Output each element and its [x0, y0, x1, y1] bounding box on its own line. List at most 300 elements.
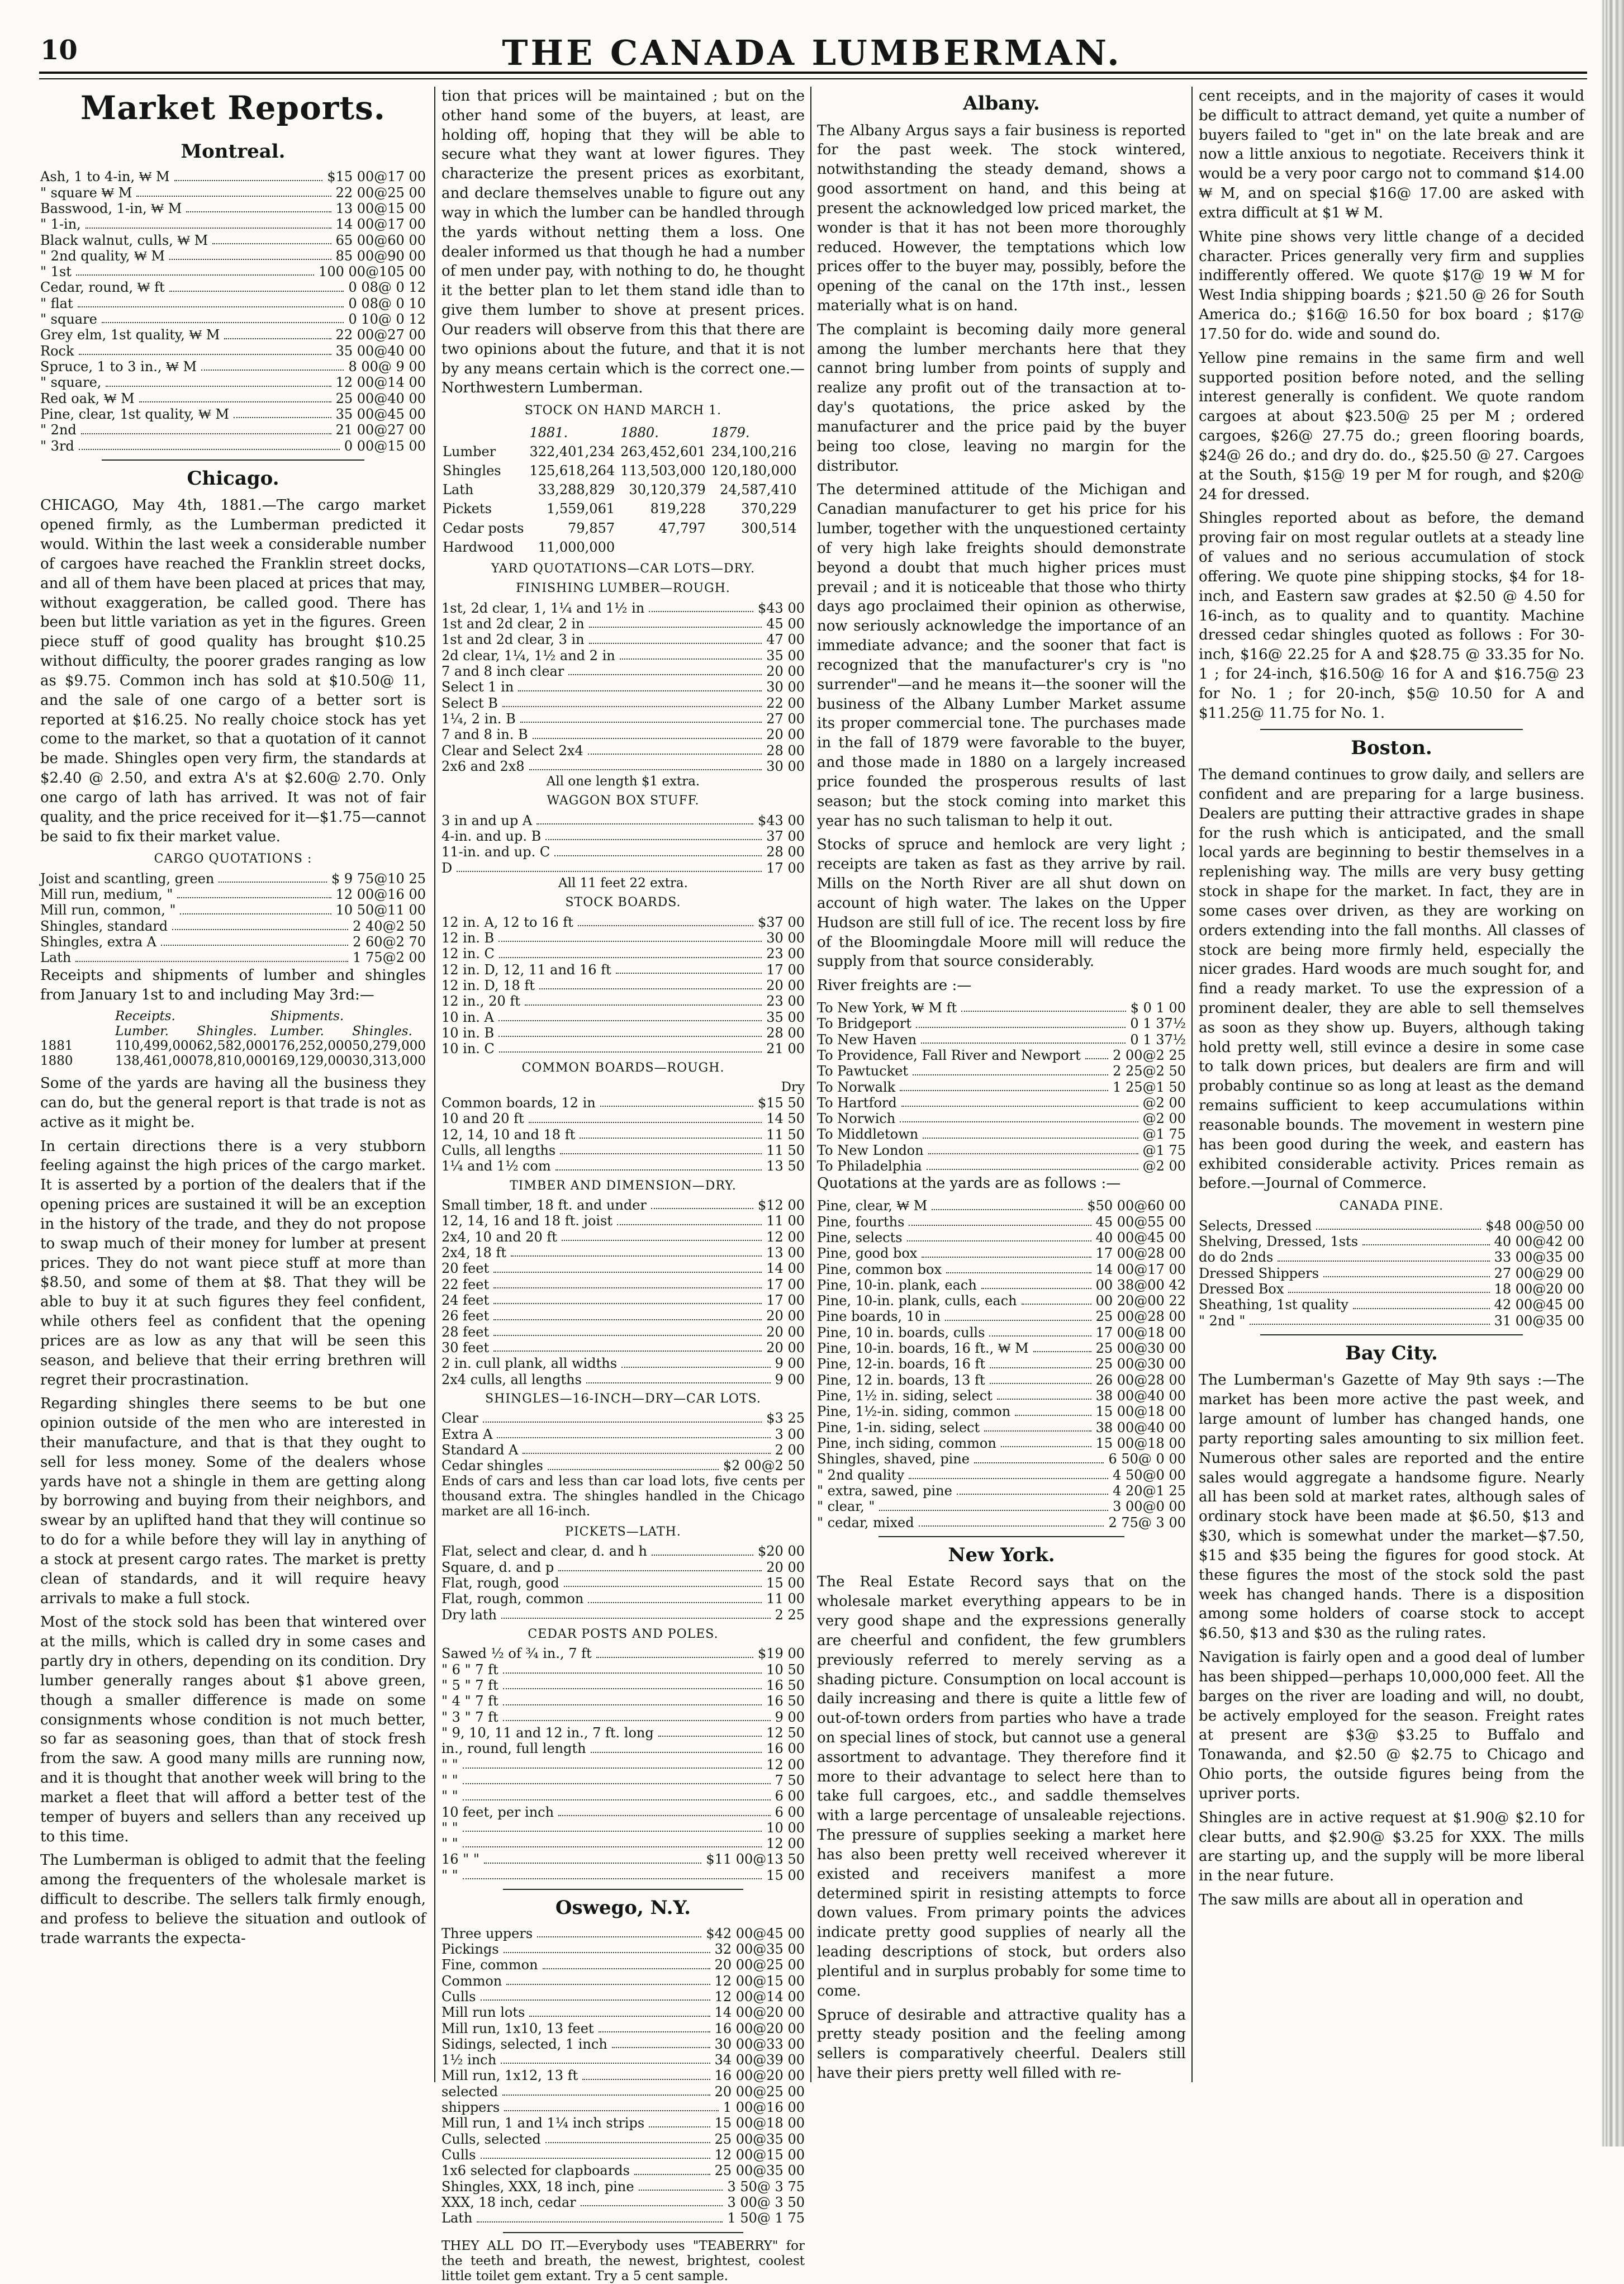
price-label: " extra, sawed, pine [817, 1482, 952, 1499]
price-value: 16 50 [766, 1678, 805, 1694]
price-value: 30 00 [766, 679, 805, 695]
price-value: 17 00 [766, 1292, 805, 1308]
stock-value-cell: 33,288,829 [538, 482, 615, 498]
section-divider [1260, 729, 1523, 730]
stock-label-cell: Pickets [443, 501, 492, 517]
price-value: 1 50@ 1 75 [727, 2210, 805, 2226]
receipts-value-cell: 1880 [40, 1053, 73, 1068]
leader-dots [102, 307, 344, 323]
leader-dots [564, 1571, 762, 1587]
stock-value-cell: 79,857 [568, 520, 615, 536]
price-row [441, 2163, 805, 2178]
stock-label-cell: Cedar posts [443, 520, 524, 536]
price-value: 14 00 [766, 1261, 805, 1277]
price-value: 12 00@14 00 [335, 375, 426, 391]
leader-dots [586, 1368, 771, 1383]
price-value: 3 00@ 3 50 [727, 2194, 805, 2210]
leader-dots [560, 1139, 762, 1154]
chicago-paragraph: Some of the yards are having all the business they can do, but the general report is that trade is not as active as it might be. [40, 1075, 426, 1131]
albany-yard-quotations [817, 1198, 1186, 1530]
price-label: 2x4, 18 ft [441, 1245, 507, 1261]
leader-dots [81, 418, 331, 434]
price-value: 12 00 [766, 1836, 805, 1852]
price-label: Cedar shingles [441, 1458, 543, 1474]
price-value: 13 50 [766, 1158, 805, 1174]
chicago-title: Chicago. [187, 467, 279, 490]
price-value: 4 50@0 00 [1113, 1467, 1186, 1483]
price-label: Pine, fourths [817, 1214, 905, 1230]
stock-value-cell: 125,618,264 [529, 463, 615, 479]
leader-dots [578, 911, 753, 926]
price-label: selected [441, 2083, 498, 2100]
price-value: 17 00@18 00 [1095, 1324, 1186, 1340]
price-value: 6 00 [775, 1804, 805, 1820]
price-label: Pine, 10-in. plank, culls, each [817, 1293, 1017, 1309]
price-value: 8 00@ 9 00 [348, 359, 426, 375]
price-value: 28 00 [766, 1025, 805, 1041]
price-value: 17 00 [766, 1276, 805, 1292]
leader-dots [177, 883, 331, 898]
leader-dots [169, 244, 331, 260]
albany-paragraph: The complaint is becoming daily more general among the lumber merchants here that they cannot bring lumber from points of supply and realize any profit out of the transaction at to-day's quotations, the price asked by the manufacturer and the price paid by the buyer being too close, leaving no margin for the distributor. [817, 321, 1186, 475]
price-label: To Hartford [817, 1094, 897, 1111]
leader-dots [901, 1091, 1138, 1107]
price-label: 2x4 culls, all lengths [441, 1371, 582, 1387]
price-label: " " [441, 1756, 458, 1773]
price-label: Sidings, selected, 1 inch [441, 2036, 607, 2052]
price-value: $43 00 [758, 812, 805, 828]
albany-title: Albany. [963, 92, 1040, 115]
price-label: Flat, rough, good [441, 1575, 559, 1591]
price-label: 7 and 8 inch clear [441, 664, 564, 679]
price-value: 13 00 [766, 1245, 805, 1261]
price-label: " 2nd quality, ₩ M [40, 248, 165, 264]
price-row [441, 1041, 805, 1056]
bay-city-paragraph: Navigation is fairly open and a good deal of lumber has been shipped—perhaps 10,000,000 feet. All the barges on the river are loading and will, no doubt, be actively employed for the season. Freight rates at present are $3@ $3.25 to Buffalo and Tonawanda, and $2.50 @ $2.75 to Chicago and Ohio ports, the outside figures being from the upriver ports. [1199, 1649, 1584, 1802]
leader-dots [463, 1864, 762, 1879]
price-label: Pickings [441, 1941, 499, 1957]
price-label: Mill run, 1x12, 13 ft [441, 2068, 578, 2084]
cedar-posts-list [441, 1646, 805, 1883]
price-label: Culls, all lengths [441, 1142, 556, 1158]
leader-dots [562, 1225, 762, 1241]
leader-dots [548, 1454, 719, 1470]
price-label: 1x6 selected for clapboards [441, 2163, 630, 2179]
leader-dots [932, 1194, 1082, 1210]
price-value: 38 00@40 00 [1095, 1388, 1186, 1404]
leader-dots [212, 229, 331, 244]
leader-dots [79, 434, 340, 450]
bay-city-paragraph: The saw mills are about all in operation and [1199, 1892, 1523, 1908]
price-label: shippers [441, 2100, 500, 2116]
leader-dots [463, 1784, 771, 1800]
river-freights-list [817, 1000, 1186, 1174]
price-label: 11-in. and up. C [441, 844, 550, 860]
price-value: @2 00 [1142, 1094, 1186, 1111]
price-value: 10 00 [766, 1819, 805, 1836]
price-label: " square ₩ M [40, 184, 132, 201]
leader-dots [990, 1368, 1091, 1384]
receipts-heading-cell: Shipments. [270, 1009, 344, 1024]
price-label: " 6 " 7 ft [441, 1661, 498, 1678]
leader-dots [483, 1406, 762, 1422]
price-label: Standard A [441, 1442, 519, 1458]
leader-dots [463, 1769, 771, 1784]
price-label: Shelving, Dressed, 1sts [1199, 1234, 1359, 1250]
receipts-value-cell: 138,461,000 [115, 1053, 197, 1068]
finishing-lumber-title: FINISHING LUMBER—ROUGH. [516, 581, 730, 596]
price-value: 38 00@40 00 [1095, 1419, 1186, 1435]
price-label: Pine, 12 in. boards, 13 ft [817, 1372, 985, 1388]
price-label: Mill run, 1x10, 13 feet [441, 2020, 594, 2036]
canada-pine-list [1199, 1218, 1584, 1329]
leader-dots [612, 2032, 710, 2048]
price-row [441, 2147, 805, 2163]
price-label: Square, d. and p [441, 1559, 554, 1575]
leader-dots [957, 1479, 1108, 1495]
stock-label-cell: Hardwood [443, 539, 514, 555]
section-divider [1260, 1334, 1523, 1335]
stock-value-cell: 300,514 [741, 520, 797, 536]
price-label: " 1-in, [40, 216, 81, 233]
price-label: Pine, 1-in. siding, select [817, 1419, 980, 1435]
price-row [441, 1607, 805, 1623]
leader-dots [589, 628, 762, 643]
leader-dots [545, 824, 762, 840]
price-value: 9 00 [775, 1709, 805, 1725]
price-row [1199, 1313, 1584, 1329]
section-divider [102, 459, 364, 461]
leader-dots [1288, 1277, 1489, 1293]
leader-dots [981, 1273, 1091, 1289]
stock-value-cell: 322,401,234 [529, 443, 615, 459]
leader-dots [922, 1241, 1091, 1257]
price-value: 15 00@18 00 [1095, 1435, 1186, 1451]
price-label: 28 feet [441, 1324, 490, 1340]
leader-dots [554, 840, 762, 856]
leader-dots [219, 867, 327, 883]
leader-dots [558, 1556, 762, 1571]
price-value: $ 9 75@10 25 [331, 870, 426, 887]
price-label: To New London [817, 1142, 924, 1158]
price-label: 2x4, 10 and 20 ft [441, 1229, 557, 1245]
wagon-box-list [441, 813, 805, 876]
leader-dots [498, 1021, 762, 1037]
stock-boards-list [441, 914, 805, 1057]
chicago-yard-column [441, 87, 805, 2283]
price-value: @1 75 [1142, 1126, 1186, 1143]
price-value: @2 00 [1142, 1158, 1186, 1174]
stock-value-cell: 263,452,601 [620, 443, 706, 459]
price-value: 17 00 [766, 961, 805, 978]
leader-dots [139, 387, 331, 402]
leader-dots [558, 1800, 771, 1816]
price-value: 31 00@35 00 [1494, 1312, 1584, 1329]
price-label: Shingles, XXX, 18 inch, pine [441, 2178, 634, 2195]
price-row [441, 1158, 805, 1174]
price-value: 11 00 [766, 1591, 805, 1607]
price-label: " " [441, 1788, 458, 1804]
price-value: 17 00 [766, 860, 805, 876]
leader-dots [529, 755, 762, 770]
price-value: 7 50 [775, 1772, 805, 1788]
leader-dots [555, 1154, 762, 1170]
leader-dots [1085, 1044, 1108, 1059]
price-value: 16 50 [766, 1693, 805, 1709]
price-label: Mill run, common, " [40, 902, 176, 918]
stock-value-cell: 30,120,379 [629, 482, 706, 498]
price-label: " 3 " 7 ft [441, 1709, 498, 1725]
leader-dots [493, 1257, 762, 1272]
leader-dots [658, 1721, 762, 1737]
price-value: 4 20@1 25 [1113, 1482, 1186, 1499]
price-label: Select 1 in [441, 679, 514, 695]
leader-dots [533, 723, 762, 738]
leader-dots [537, 1922, 701, 1937]
price-label: 26 feet [441, 1308, 490, 1324]
price-label: " cedar, mixed [817, 1514, 914, 1530]
leader-dots [974, 1447, 1104, 1463]
price-label: Flat, rough, common [441, 1591, 584, 1607]
leader-dots [581, 2191, 723, 2206]
price-value: 15 00 [766, 1575, 805, 1591]
price-value: 13 00@15 00 [335, 200, 426, 216]
price-value: 23 00 [766, 946, 805, 962]
leader-dots [506, 1969, 710, 1985]
quotations-intro: Quotations at the yards are as follows :— [817, 1175, 1121, 1192]
price-label: Basswood, 1-in, ₩ M [40, 200, 182, 216]
price-value: 14 00@17 00 [335, 216, 426, 233]
price-value: 20 00 [766, 1324, 805, 1340]
price-value: 2 25@2 50 [1113, 1063, 1186, 1079]
price-label: Grey elm, 1st quality, ₩ M [40, 327, 220, 343]
price-label: do do 2nds [1199, 1249, 1274, 1266]
price-label: 12, 14, 10 and 18 ft [441, 1126, 576, 1143]
price-label: 16 " " [441, 1851, 479, 1868]
price-value: 25 00@35 00 [714, 2131, 805, 2147]
timber-title: TIMBER AND DIMENSION—DRY. [510, 1178, 737, 1193]
price-row [817, 1325, 1186, 1340]
leader-dots [493, 1273, 762, 1288]
leader-dots [596, 1642, 753, 1657]
price-value: $50 00@60 00 [1087, 1198, 1186, 1214]
chicago-paragraph: Regarding shingles there seems to be but one opinion outside of the men who are interested in their manufacture, and that is that they ought to sell for less money. Some of the dealers whose yards have not a shingle in them are getting along by borrowing and buying from their neighbors, and swear by an uplifted hand that they will continue so to do for a while before they will lay in anything of a stock at present cargo rates. The market is pretty clean of standards, and it will require heavy arrivals to make a full stock. [40, 1395, 426, 1607]
leader-dots [927, 1154, 1138, 1170]
price-label: To Bridgeport [817, 1016, 911, 1032]
price-value: 12 00@14 00 [714, 1988, 805, 2005]
stock-value-cell: 47,797 [658, 520, 706, 536]
leader-dots [504, 2096, 719, 2111]
price-row [40, 438, 426, 454]
price-value: 2 60@2 70 [353, 934, 426, 950]
leader-dots [997, 1384, 1091, 1400]
price-label: Three uppers [441, 1925, 533, 1941]
leader-dots [503, 1689, 762, 1705]
price-value: 25 00@28 00 [1095, 1309, 1186, 1325]
price-label: Small timber, 18 ft. and under [441, 1197, 647, 1214]
price-row [441, 1372, 805, 1387]
price-label: To New Haven [817, 1031, 917, 1048]
stock-header-row [443, 424, 801, 442]
leader-dots [649, 596, 753, 612]
price-value: 45 00 [766, 616, 805, 632]
price-value: 2 00 [775, 1442, 805, 1458]
price-value: $ 0 1 00 [1130, 999, 1186, 1016]
price-value: 45 00@55 00 [1095, 1214, 1186, 1230]
leader-dots [75, 946, 348, 961]
price-value: 1 75@2 00 [353, 950, 426, 966]
price-label: 12 in. D, 12, 11 and 16 ft [441, 961, 611, 978]
chicago-paragraph: Most of the stock sold has been that wintered over at the mills, which is called dry in some cases and partly dry in others, depending on its condition. Dry lumber generally ranges about $1 above green, though a smaller difference is made on some consignments whose condition is not much better, so far as seasoning goes, than that of stock fresh from the saw. A good many mills are running now, and it is thought that another week will bring to the market a fleet that will afford a better test of the temper of buyers and sellers than any received up to this time. [40, 1614, 426, 1845]
leader-dots [106, 371, 331, 386]
receipts-heading-cell [40, 1009, 115, 1023]
price-label: 1st and 2d clear, 3 in [441, 632, 585, 648]
leader-dots [543, 1953, 710, 1969]
price-value: 42 00@45 00 [1494, 1297, 1584, 1313]
leader-dots [923, 1122, 1138, 1138]
price-value: 12 00@15 00 [714, 1973, 805, 1989]
price-label: Culls, selected [441, 2131, 541, 2147]
receipts-heading-cell: Shingles. [352, 1023, 412, 1039]
price-label: " square [40, 311, 97, 328]
shingles-list [441, 1410, 805, 1473]
price-value: 12 50 [766, 1724, 805, 1741]
timber-dimension-list [441, 1197, 805, 1387]
price-value: 25 00@40 00 [335, 390, 426, 406]
price-value: 2 40@2 50 [353, 918, 426, 934]
leader-dots [504, 1937, 710, 1953]
price-value: 40 00@45 00 [1095, 1229, 1186, 1245]
price-value: 40 00@42 00 [1494, 1234, 1584, 1250]
column-divider [1191, 87, 1193, 2082]
leader-dots [481, 1985, 710, 2001]
price-row [441, 2210, 805, 2226]
price-value: 35 00 [766, 1009, 805, 1025]
price-label: 20 feet [441, 1261, 490, 1277]
market-reports-column [40, 87, 426, 2085]
price-label: Pine, clear, ₩ M [817, 1198, 928, 1214]
leader-dots [1033, 1337, 1091, 1352]
leader-dots [539, 974, 762, 989]
price-label: Selects, Dressed [1199, 1217, 1312, 1234]
leader-dots [523, 1438, 770, 1454]
price-row [441, 2100, 805, 2115]
leader-dots [497, 1423, 770, 1438]
leader-dots [186, 197, 331, 212]
price-label: Dressed Shippers [1199, 1265, 1319, 1281]
price-label: 12 in. B [441, 930, 495, 946]
receipts-value-cell: 62,582,000 [197, 1039, 270, 1054]
price-value: 11 50 [766, 1142, 805, 1158]
leader-dots [493, 1320, 762, 1336]
oswego-price-list [441, 1926, 805, 2226]
extra-note: All 11 feet 22 extra. [558, 876, 688, 891]
price-label: 10 and 20 ft [441, 1111, 524, 1127]
price-value: 65 00@60 00 [335, 232, 426, 248]
price-label: 2 in. cull plank, all widths [441, 1356, 618, 1372]
price-value: 22 00@27 00 [335, 327, 426, 343]
price-label: 10 in. B [441, 1025, 495, 1041]
price-label: 24 feet [441, 1292, 490, 1308]
leader-dots [961, 996, 1126, 1012]
price-value: 10 50@11 00 [335, 902, 426, 918]
price-value: 25 00@35 00 [714, 2163, 805, 2179]
leader-dots [879, 1495, 1108, 1510]
newyork-paragraph: Spruce of desirable and attractive quality has a pretty steady position and the feeling among sellers is comparatively cheerful. Dealers still have their piers pretty well filled with re- [817, 2006, 1186, 2082]
leader-dots [1278, 1245, 1489, 1261]
price-label: " 1st [40, 264, 72, 280]
price-label: Red oak, ₩ M [40, 390, 135, 406]
leader-dots [477, 2206, 723, 2222]
price-label: Shingles, extra A [40, 934, 156, 950]
price-value: 11 00 [766, 1213, 805, 1229]
leader-dots [1001, 1432, 1091, 1447]
price-label: Shingles, shaved, pine [817, 1451, 970, 1467]
price-value: 6 50@ 0 00 [1108, 1451, 1186, 1467]
price-value: $15 00@17 00 [327, 169, 426, 185]
leader-dots [518, 675, 762, 691]
price-label: Lath [441, 2210, 473, 2226]
length-note: All one length $1 extra. [546, 774, 700, 789]
stock-row [443, 538, 801, 556]
price-label: 2x6 and 2x8 [441, 758, 525, 774]
price-label: Clear [441, 1410, 479, 1427]
price-value: 25 00@30 00 [1095, 1340, 1186, 1357]
price-label: in., round, full length [441, 1741, 586, 1757]
price-label: Sheathing, 1st quality [1199, 1297, 1348, 1313]
price-label: To Norwalk [817, 1079, 896, 1095]
price-value: 32 00@35 00 [714, 1941, 805, 1957]
stock-row [443, 481, 801, 499]
white-pine-paragraph: White pine shows very little change of a decided character. Prices generally very firm and supplies indifferently offered. We quote $17@ 19 ₩ M for West India shipping boards ; $21.50 @ 26 for South America do.; $16@ 16.50 for box board ; $17@ 17.50 for do. wide and sound do. [1199, 228, 1584, 343]
leader-dots [501, 1603, 771, 1619]
leader-dots [588, 739, 762, 755]
price-value: 0 1 37½ [1130, 1031, 1186, 1048]
price-label: 12 in. C [441, 946, 495, 962]
price-label: Spruce, 1 to 3 in., ₩ M [40, 359, 197, 375]
price-value: 0 10@ 0 12 [348, 311, 426, 328]
price-label: 10 feet, per inch [441, 1804, 554, 1820]
price-value: 30 00 [766, 758, 805, 774]
stock-value-cell: 234,100,216 [711, 443, 797, 459]
price-label: 1st and 2d clear, 2 in [441, 616, 585, 632]
price-value: 20 00 [766, 664, 805, 679]
price-label: " " [441, 1867, 458, 1883]
price-label: 3 in and up A [441, 812, 533, 828]
price-label: Pine, 1½ in. siding, select [817, 1388, 993, 1404]
price-value: 100 00@105 00 [319, 264, 426, 280]
pickets-title: PICKETS—LATH. [565, 1524, 681, 1539]
leader-dots [169, 276, 344, 291]
column-divider [810, 87, 811, 2082]
price-label: Pine boards, 10 in [817, 1309, 941, 1325]
chicago-paragraph: The Lumberman is obliged to admit that the feeling among the frequenters of the wholesale market is difficult to describe. The sellers talk firmly enough, and profess to believe the situation and outlook of trade warrants the expecta- [40, 1852, 426, 1947]
price-label: 12 in. D, 18 ft [441, 977, 535, 993]
shingles-paragraph: Shingles reported about as before, the demand proving fair on most regular outlets at a steady line of values and no serious accumulation of stock offering. We quote pine shipping stocks, $4 for 18-inch, and Eastern saw grades at $2.50 @ 4.50 for 16-inch, as to quality and to quantity. Machine dressed cedar shingles quoted as follows : For 30-inch, $16@ 22.25 for A and $28.75 @ 33.35 for No. 1 ; for 24-inch, $16.50@ 16 for A and $16.75@ 23 for No. 1 ; for 20-inch, $5@ 10.50 for A and $11.25@ 11.75 for No. 1. [1199, 510, 1584, 722]
receipts-heading-cell: Receipts. [115, 1009, 175, 1024]
leader-dots [78, 292, 344, 307]
price-label: 1¼ and 1½ com [441, 1158, 551, 1174]
leader-dots [498, 1006, 762, 1021]
leader-dots [582, 2064, 710, 2079]
price-label: Pine, inch siding, common [817, 1435, 996, 1451]
leader-dots [1353, 1293, 1490, 1309]
yellow-pine-paragraph: Yellow pine remains in the same firm and well supported position before noted, and the selling interest generally is confident. We quote random cargoes at about $23.50@ 25 per M ; ordered cargoes, $26@ 27.75 do.; green flooring boards, $24@ 26 do.; and dry do. do., $25.50 @ 27. Cargoes at the South, $15@ 19 per M for rough, and $20@ 24 for dressed. [1199, 349, 1584, 503]
price-label: D [441, 860, 453, 876]
price-label: Culls [441, 2147, 476, 2163]
price-label: 10 in. C [441, 1041, 495, 1057]
price-value: 14 00@20 00 [714, 2005, 805, 2021]
